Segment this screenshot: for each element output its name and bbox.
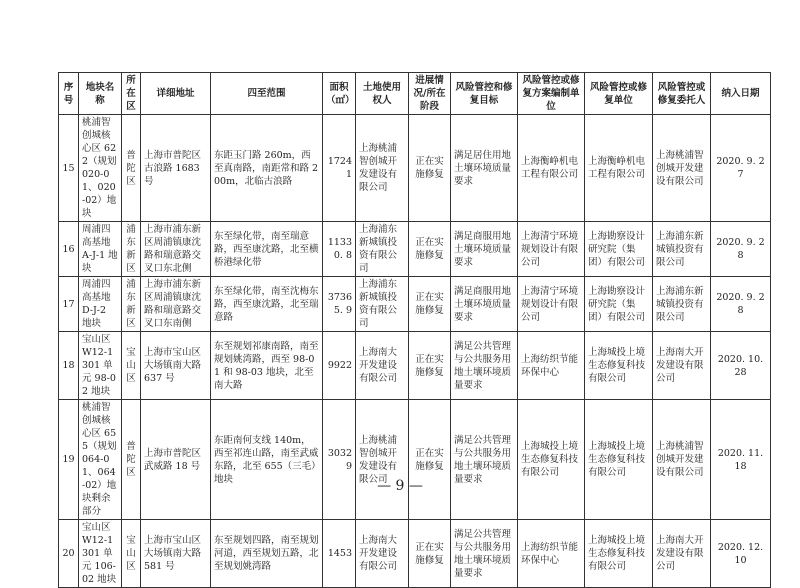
table-row — [59, 222, 771, 277]
cell-bounds: 东至规划祁康南路，南至规划姚湾路，西至 98-01 和 98-03 地块，北至南大路 — [211, 332, 323, 400]
cell-date: 2020. 9. 27 — [711, 115, 771, 222]
cell-date: 2020. 12. 10 — [711, 520, 771, 588]
table-row — [59, 115, 771, 222]
cell-goal: 满足居住用地土壤环境质量要求 — [451, 115, 518, 222]
column-header: 所在区 — [122, 73, 141, 115]
cell-client: 上海桃浦智创城开发建设有限公司 — [653, 115, 711, 222]
cell-goal: 满足公共管理与公共服务用地土壤环境质量要求 — [451, 400, 518, 520]
cell-contractor: 上海衡峥机电工程有限公司 — [585, 115, 653, 222]
cell-stage: 正在实施修复 — [409, 222, 451, 277]
column-header: 土地使用权人 — [356, 73, 409, 115]
cell-date: 2020. 11. 18 — [711, 400, 771, 520]
cell-owner: 上海浦东新城镇投资有限公司 — [356, 277, 409, 332]
cell-area: 30329 — [323, 400, 356, 520]
table-row — [59, 277, 771, 332]
cell-planner: 上海纺织节能环保中心 — [518, 520, 585, 588]
table-row — [59, 400, 771, 520]
cell-contractor: 上海城投上境生态修复科技有限公司 — [585, 400, 653, 520]
cell-contractor: 上海城投上境生态修复科技有限公司 — [585, 332, 653, 400]
cell-bounds: 东至绿化带，南至瑞意路，西至康沈路，北至横桥港绿化带 — [211, 222, 323, 277]
column-header: 四至范围 — [211, 73, 323, 115]
cell-address: 上海市普陀区武威路 18 号 — [141, 400, 211, 520]
cell-name: 桃浦智创城核心区 655（规划 064-01、064-02）地块剩余部分 — [79, 400, 122, 520]
cell-district: 宝山区 — [122, 332, 141, 400]
cell-owner: 上海浦东新城镇投资有限公司 — [356, 222, 409, 277]
cell-goal: 满足商服用地土壤环境质量要求 — [451, 277, 518, 332]
cell-no: 19 — [59, 400, 79, 520]
cell-owner: 上海桃浦智创城开发建设有限公司 — [356, 400, 409, 520]
column-header: 纳入日期 — [711, 73, 771, 115]
cell-client: 上海南大开发建设有限公司 — [653, 520, 711, 588]
cell-planner: 上海衡峥机电工程有限公司 — [518, 115, 585, 222]
cell-client: 上海桃浦智创城开发建设有限公司 — [653, 400, 711, 520]
column-header: 详细地址 — [141, 73, 211, 115]
cell-district: 普陀区 — [122, 115, 141, 222]
cell-client: 上海浦东新城镇投资有限公司 — [653, 277, 711, 332]
cell-name: 桃浦智创城核心区 622（规划 020-01、020-02）地块 — [79, 115, 122, 222]
cell-name: 周浦四高基地 D-J-2 地块 — [79, 277, 122, 332]
table-header-row — [59, 73, 771, 115]
column-header: 风险管控或修复委托人 — [653, 73, 711, 115]
cell-name: 宝山区 W12-1301 单元 106-02 地块 — [79, 520, 122, 588]
cell-area: 37365. 9 — [323, 277, 356, 332]
cell-planner: 上海清宁环境规划设计有限公司 — [518, 222, 585, 277]
cell-district: 宝山区 — [122, 520, 141, 588]
column-header: 风险管控或修复单位 — [585, 73, 653, 115]
cell-bounds: 东至绿化带，南至沈梅东路，西至康沈路，北至瑞意路 — [211, 277, 323, 332]
cell-owner: 上海桃浦智创城开发建设有限公司 — [356, 115, 409, 222]
cell-planner: 上海城投上境生态修复科技有限公司 — [518, 400, 585, 520]
cell-contractor: 上海城投上境生态修复科技有限公司 — [585, 520, 653, 588]
cell-district: 浦东新区 — [122, 222, 141, 277]
cell-area: 1453 — [323, 520, 356, 588]
cell-date: 2020. 9. 28 — [711, 222, 771, 277]
cell-date: 2020. 10. 28 — [711, 332, 771, 400]
cell-planner: 上海清宁环境规划设计有限公司 — [518, 277, 585, 332]
column-header: 进展情况/所在阶段 — [409, 73, 451, 115]
table-row — [59, 520, 771, 588]
cell-address: 上海市浦东新区周浦镇康沈路和瑞意路交叉口东北侧 — [141, 222, 211, 277]
cell-stage: 正在实施修复 — [409, 400, 451, 520]
cell-bounds: 东至规划四路，南至规划河道，西至规划五路，北至规划姚湾路 — [211, 520, 323, 588]
column-header: 地块名称 — [79, 73, 122, 115]
cell-stage: 正在实施修复 — [409, 520, 451, 588]
cell-contractor: 上海勘察设计研究院（集团）有限公司 — [585, 222, 653, 277]
cell-bounds: 东距南何支线 140m，西至祁连山路，南至武威东路，北至 655（三毛）地块 — [211, 400, 323, 520]
cell-stage: 正在实施修复 — [409, 277, 451, 332]
cell-owner: 上海南大开发建设有限公司 — [356, 332, 409, 400]
cell-no: 20 — [59, 520, 79, 588]
cell-goal: 满足公共管理与公共服务用地土壤环境质量要求 — [451, 520, 518, 588]
cell-address: 上海市宝山区大场镇南大路 581 号 — [141, 520, 211, 588]
cell-goal: 满足商服用地土壤环境质量要求 — [451, 222, 518, 277]
cell-client: 上海南大开发建设有限公司 — [653, 332, 711, 400]
column-header: 序号 — [59, 73, 79, 115]
cell-owner: 上海南大开发建设有限公司 — [356, 520, 409, 588]
cell-district: 普陀区 — [122, 400, 141, 520]
cell-area: 9922 — [323, 332, 356, 400]
cell-client: 上海浦东新城镇投资有限公司 — [653, 222, 711, 277]
cell-area: 11330. 8 — [323, 222, 356, 277]
cell-district: 浦东新区 — [122, 277, 141, 332]
cell-address: 上海市普陀区古浪路 1683 号 — [141, 115, 211, 222]
cell-no: 15 — [59, 115, 79, 222]
cell-name: 周浦四高基地 A-J-1 地块 — [79, 222, 122, 277]
table-row — [59, 332, 771, 400]
cell-stage: 正在实施修复 — [409, 332, 451, 400]
cell-no: 16 — [59, 222, 79, 277]
page-number: — 9 — — [377, 478, 423, 494]
cell-date: 2020. 9. 28 — [711, 277, 771, 332]
column-header: 风险管控或修复方案编制单位 — [518, 73, 585, 115]
cell-contractor: 上海勘察设计研究院（集团）有限公司 — [585, 277, 653, 332]
cell-stage: 正在实施修复 — [409, 115, 451, 222]
cell-goal: 满足公共管理与公共服务用地土壤环境质量要求 — [451, 332, 518, 400]
cell-area: 17241 — [323, 115, 356, 222]
cell-address: 上海市浦东新区周浦镇康沈路和瑞意路交叉口东南侧 — [141, 277, 211, 332]
cell-name: 宝山区 W12-1301 单元 98-02 地块 — [79, 332, 122, 400]
cell-address: 上海市宝山区大场镇南大路 637 号 — [141, 332, 211, 400]
column-header: 面积（㎡） — [323, 73, 356, 115]
cell-bounds: 东距玉门路 260m，西至真南路，南距常和路 200m，北临古浪路 — [211, 115, 323, 222]
cell-no: 18 — [59, 332, 79, 400]
remediation-sites-table — [58, 72, 771, 588]
cell-planner: 上海纺织节能环保中心 — [518, 332, 585, 400]
column-header: 风险管控和修复目标 — [451, 73, 518, 115]
cell-no: 17 — [59, 277, 79, 332]
